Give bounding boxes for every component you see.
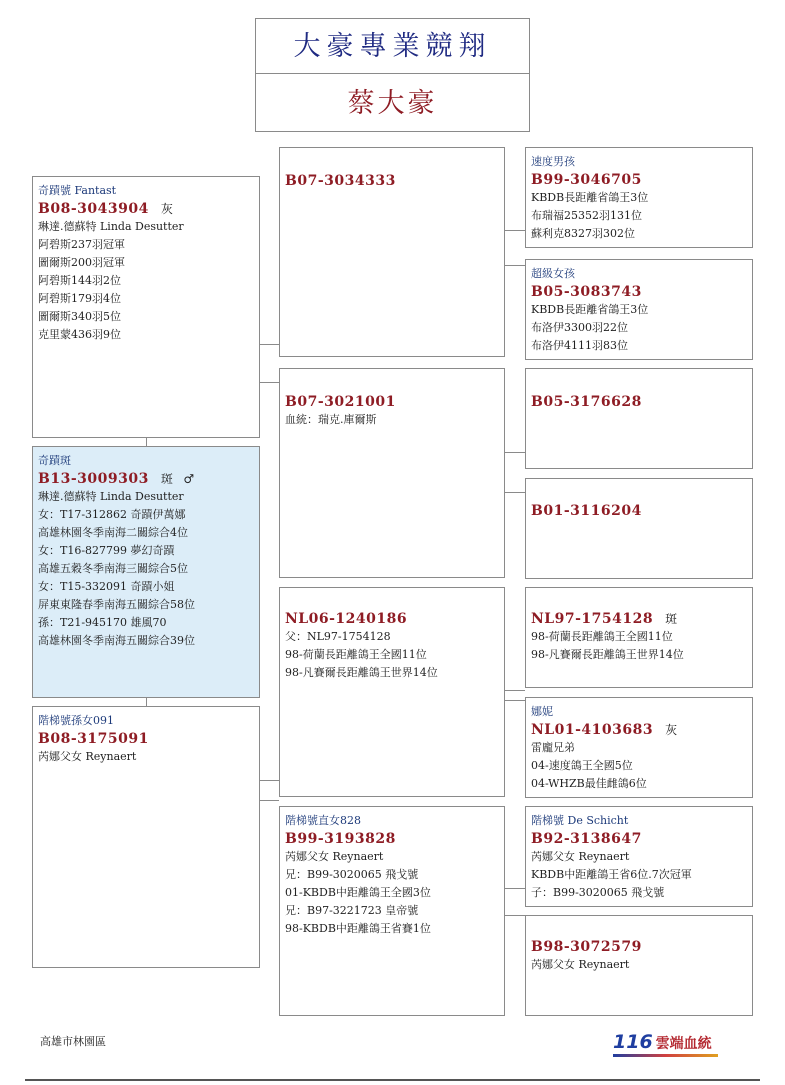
pigeon-name: 階梯號 De Schicht — [531, 814, 629, 827]
sire-sire-card — [279, 147, 505, 357]
sire-dam-dam-card — [525, 478, 753, 579]
ring-number: B99-3193828 — [285, 831, 396, 847]
detail-line: 琳達.德蘇特 Linda Desutter — [38, 490, 184, 503]
detail-line: 阿碧斯237羽冠軍 — [38, 238, 125, 251]
detail-line: 高雄五穀冬季南海三關綜合5位 — [38, 562, 188, 575]
detail-line: 雷龐兄弟 — [531, 741, 575, 754]
detail-line: 04-速度鴿王全國5位 — [531, 759, 633, 772]
ring-number: B05-3176628 — [531, 394, 642, 410]
detail-line: 女：T17-312862 奇蹟伊萬娜 — [38, 508, 186, 521]
detail-line: 圖爾斯200羽冠軍 — [38, 256, 125, 269]
detail-line: KBDB中距離鴿王省6位.7次冠軍 — [531, 868, 692, 881]
logo-underline — [613, 1054, 718, 1057]
detail-line: 布瑞福25352羽131位 — [531, 209, 642, 222]
connector — [505, 452, 525, 453]
detail-line: 克里蒙436羽9位 — [38, 328, 121, 341]
ring-number: B92-3138647 — [531, 831, 642, 847]
detail-line: 血統：瑞克.庫爾斯 — [285, 413, 377, 426]
detail-line: 阿碧斯144羽2位 — [38, 274, 121, 287]
connector — [259, 344, 279, 345]
dam-sire-dam-card — [525, 697, 753, 798]
connector — [505, 492, 525, 493]
detail-line: 孫：T21-945170 雄風70 — [38, 616, 167, 629]
detail-line: 兄：B97-3221723 皇帝號 — [285, 904, 419, 917]
detail-line: 圖爾斯340羽5位 — [38, 310, 121, 323]
detail-line: 高雄林園冬季南海二關綜合4位 — [38, 526, 188, 539]
ring-number: B01-3116204 — [531, 503, 642, 519]
connector — [505, 888, 525, 889]
ring-number: NL97-1754128 — [531, 611, 654, 627]
connector — [505, 700, 525, 701]
detail-line: 阿碧斯179羽4位 — [38, 292, 121, 305]
connector — [259, 382, 279, 383]
pigeon-name: 娜妮 — [531, 705, 553, 718]
detail-line: KBDB長距離省鴿王3位 — [531, 191, 649, 204]
color: 灰 — [665, 723, 678, 737]
detail-line: 98-荷蘭長距離鴿王全國11位 — [285, 648, 427, 661]
detail-line: 蘇利克8327羽302位 — [531, 227, 635, 240]
detail-line: 女：T16-827799 夢幻奇蹟 — [38, 544, 175, 557]
connector — [505, 230, 525, 231]
connector — [259, 800, 279, 801]
ring-number: B13-3009303 — [38, 471, 149, 487]
detail-line: 芮娜父女 Reynaert — [531, 958, 630, 971]
connector — [505, 265, 525, 266]
footer-location: 高雄市林園區 — [40, 1035, 106, 1048]
detail-line: 子：B99-3020065 飛戈號 — [531, 886, 665, 899]
sire-dam-sire-card — [525, 368, 753, 469]
sire-sire-sire-card — [525, 147, 753, 248]
logo-number: 116 — [613, 1031, 653, 1053]
detail-line: 01-KBDB中距離鴿王全國3位 — [285, 886, 431, 899]
detail-line: 布洛伊4111羽83位 — [531, 339, 628, 352]
connector — [259, 780, 279, 781]
detail-line: 琳達.德蘇特 Linda Desutter — [38, 220, 184, 233]
detail-line: 布洛伊3300羽22位 — [531, 321, 628, 334]
sire-sire-dam-card — [525, 259, 753, 360]
pigeon-name: 階梯號孫女091 — [38, 714, 114, 727]
dam-dam-dam-card — [525, 915, 753, 1016]
detail-line: 芮娜父女 Reynaert — [531, 850, 630, 863]
ring-number: B07-3034333 — [285, 173, 396, 189]
detail-line: KBDB長距離省鴿王3位 — [531, 303, 649, 316]
ring-number: NL01-4103683 — [531, 722, 654, 738]
pigeon-name: 超級女孩 — [531, 267, 575, 280]
detail-line: 高雄林園冬季南海五關綜合39位 — [38, 634, 195, 647]
pigeon-name: 速度男孩 — [531, 155, 575, 168]
detail-line: 父：NL97-1754128 — [285, 630, 391, 643]
dam-sire-card — [279, 587, 505, 797]
pigeon-name: 階梯號直女828 — [285, 814, 361, 827]
owner-name: 蔡大豪 — [255, 73, 530, 132]
page-title: 大豪專業競翔 — [255, 18, 530, 74]
pigeon-name: 奇蹟斑 — [38, 454, 71, 467]
ring-number: B08-3043904 — [38, 201, 149, 217]
ring-number: B08-3175091 — [38, 731, 149, 747]
color: 灰 — [160, 202, 174, 216]
connector — [505, 915, 525, 916]
color: 斑 — [665, 612, 678, 626]
divider — [25, 1079, 760, 1081]
detail-line: 女：T15-332091 奇蹟小姐 — [38, 580, 175, 593]
dam-card — [32, 706, 260, 968]
sire-card — [32, 176, 260, 438]
detail-line: 屏東東隆春季南海五關綜合58位 — [38, 598, 195, 611]
detail-line: 04-WHZB最佳雌鴿6位 — [531, 777, 647, 790]
detail-line: 兄：B99-3020065 飛戈號 — [285, 868, 419, 881]
ring-number: B05-3083743 — [531, 284, 642, 300]
dam-dam-sire-card — [525, 806, 753, 907]
connector — [505, 690, 525, 691]
detail-line: 98-凡賽爾長距離鴿王世界14位 — [531, 648, 684, 661]
dam-dam-card — [279, 806, 505, 1016]
detail-line: 98-凡賽爾長距離鴿王世界14位 — [285, 666, 438, 679]
detail-line: 98-KBDB中距離鴿王省賽1位 — [285, 922, 431, 935]
sex-icon: ♂ — [183, 472, 195, 486]
sire-dam-card — [279, 368, 505, 578]
brand-logo — [613, 1031, 712, 1053]
ring-number: B98-3072579 — [531, 939, 642, 955]
detail-line: 芮娜父女 Reynaert — [285, 850, 384, 863]
dam-sire-sire-card — [525, 587, 753, 688]
ring-number: NL06-1240186 — [285, 611, 408, 627]
color: 斑 — [160, 472, 174, 486]
detail-line: 芮娜父女 Reynaert — [38, 750, 137, 763]
ring-number: B07-3021001 — [285, 394, 396, 410]
detail-line: 98-荷蘭長距離鴿王全國11位 — [531, 630, 673, 643]
ring-number: B99-3046705 — [531, 172, 642, 188]
subject-card — [32, 446, 260, 698]
pigeon-name: 奇蹟號 Fantast — [38, 184, 117, 197]
logo-text: 雲端血統 — [655, 1036, 712, 1052]
